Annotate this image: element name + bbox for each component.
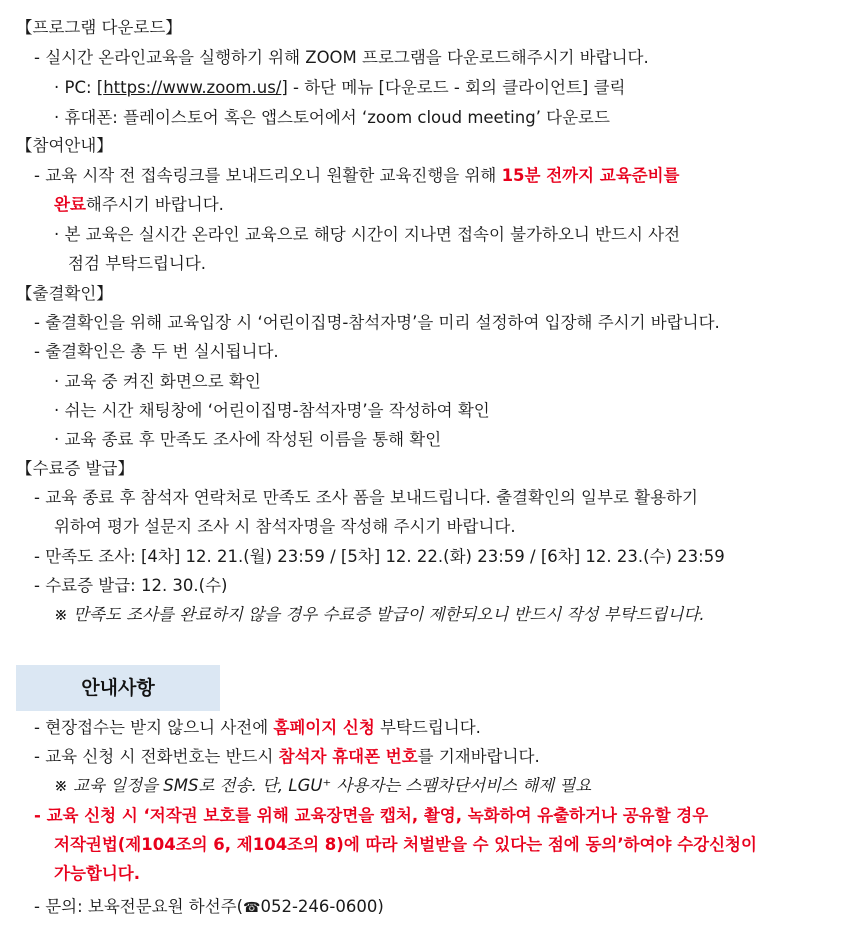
participation-note-1: · 본 교육은 실시간 온라인 교육으로 해당 시간이 지나면 접속이 불가하오니 반드시 사전 [54,225,681,244]
copyright-notice-1: - 교육 신청 시 ‘저작권 보호를 위해 교육장면을 캡처, 촬영, 녹화하여 유출하거나 공유할 경우 [34,806,709,825]
contact-line [34,895,384,920]
notice-line2-end: 를 기재바랍니다. [417,747,540,766]
zoom-link[interactable]: https://www.zoom.us/ [103,78,282,97]
notice-title: 안내사항 [81,677,155,699]
certificate-line1b: 위하여 평가 설문지 조사 시 참석자명을 작성해 주시기 바랍니다. [54,517,516,536]
notice-line2 [34,745,540,769]
certificate-warning: ※ 만족도 조사를 완료하지 않을 경우 수료증 발급이 제한되오니 반드시 작성 부탁드립니다. [54,605,705,624]
attendance-item: · 쉬는 시간 채팅창에 ‘어린이집명-참석자명’을 작성하여 확인 [54,401,490,420]
download-mobile-line: · 휴대폰: 플레이스토어 혹은 앱스토어에서 ‘zoom cloud meeting’ 다운로드 [54,108,610,127]
pc-prefix: · PC: [ [54,78,104,97]
attendance-line2: - 출결확인은 총 두 번 실시됩니다. [34,342,279,361]
survey-schedule: - 만족도 조사: [4차] 12. 21.(월) 23:59 / [5차] 12. 22.(화) 23:59 / [6차] 12. 23.(수) 23:59 [34,547,725,566]
certificate-line1a: - 교육 종료 후 참석자 연락처로 만족도 조사 폼을 보내드립니다. 출결확인의 일부로 활용하기 [34,488,698,507]
attendance-item: · 교육 종료 후 만족도 조사에 작성된 이름을 통해 확인 [54,430,442,449]
certificate-heading: 【수료증 발급】 [16,459,134,478]
download-instruction: - 실시간 온라인교육을 실행하기 위해 ZOOM 프로그램을 다운로드해주시기 바랍니다. [34,48,649,67]
copyright-notice-3: 가능합니다. [54,864,140,883]
certificate-issue-date: - 수료증 발급: 12. 30.(수) [34,576,228,595]
participation-text: - 교육 시작 전 접속링크를 보내드리오니 원활한 교육진행을 위해 [34,166,502,185]
sms-note: ※ 교육 일정을 SMS로 전송. 단, LGU⁺ 사용자는 스팸차단서비스 해제 필요 [54,776,592,795]
attendance-item: · 교육 중 켜진 화면으로 확인 [54,372,261,391]
participation-heading: 【참여안내】 [16,136,113,155]
notice-title-box [16,665,220,711]
contact-phone: 052-246-0600) [260,897,384,916]
prep-complete-highlight: 완료 [54,195,86,214]
contact-label: - 문의: 보육전문요원 하선주( [34,897,244,916]
notice-line2-text: - 교육 신청 시 전화번호는 반드시 [34,747,279,766]
phone-number-highlight: 참석자 휴대폰 번호 [278,747,418,766]
pc-suffix: ] - 하단 메뉴 [다운로드 - 회의 클라이언트] 클릭 [281,78,626,97]
participation-line1 [34,164,820,188]
notice-line1-end: 부탁드립니다. [374,718,481,737]
phone-icon: ☎ [243,900,261,916]
participation-text-end: 해주시기 바랍니다. [85,195,224,214]
homepage-apply-highlight: 홈페이지 신청 [273,718,375,737]
download-heading: 【프로그램 다운로드】 [16,18,182,37]
notice-line1 [34,716,481,740]
download-pc-line [54,76,626,100]
prep-deadline-highlight: 15분 전까지 교육준비를 [501,166,680,185]
participation-line2 [54,193,224,217]
copyright-notice-2: 저작권법(제104조의 6, 제104조의 8)에 따라 처벌받을 수 있다는 점에 동의’하여야 수강신청이 [54,835,757,854]
attendance-line1: - 출결확인을 위해 교육입장 시 ‘어린이집명-참석자명’을 미리 설정하여 입장해 주시기 바랍니다. [34,313,720,332]
notice-line1-text: - 현장접수는 받지 않으니 사전에 [34,718,274,737]
participation-note-2: 점검 부탁드립니다. [68,254,207,273]
attendance-heading: 【출결확인】 [16,284,113,303]
